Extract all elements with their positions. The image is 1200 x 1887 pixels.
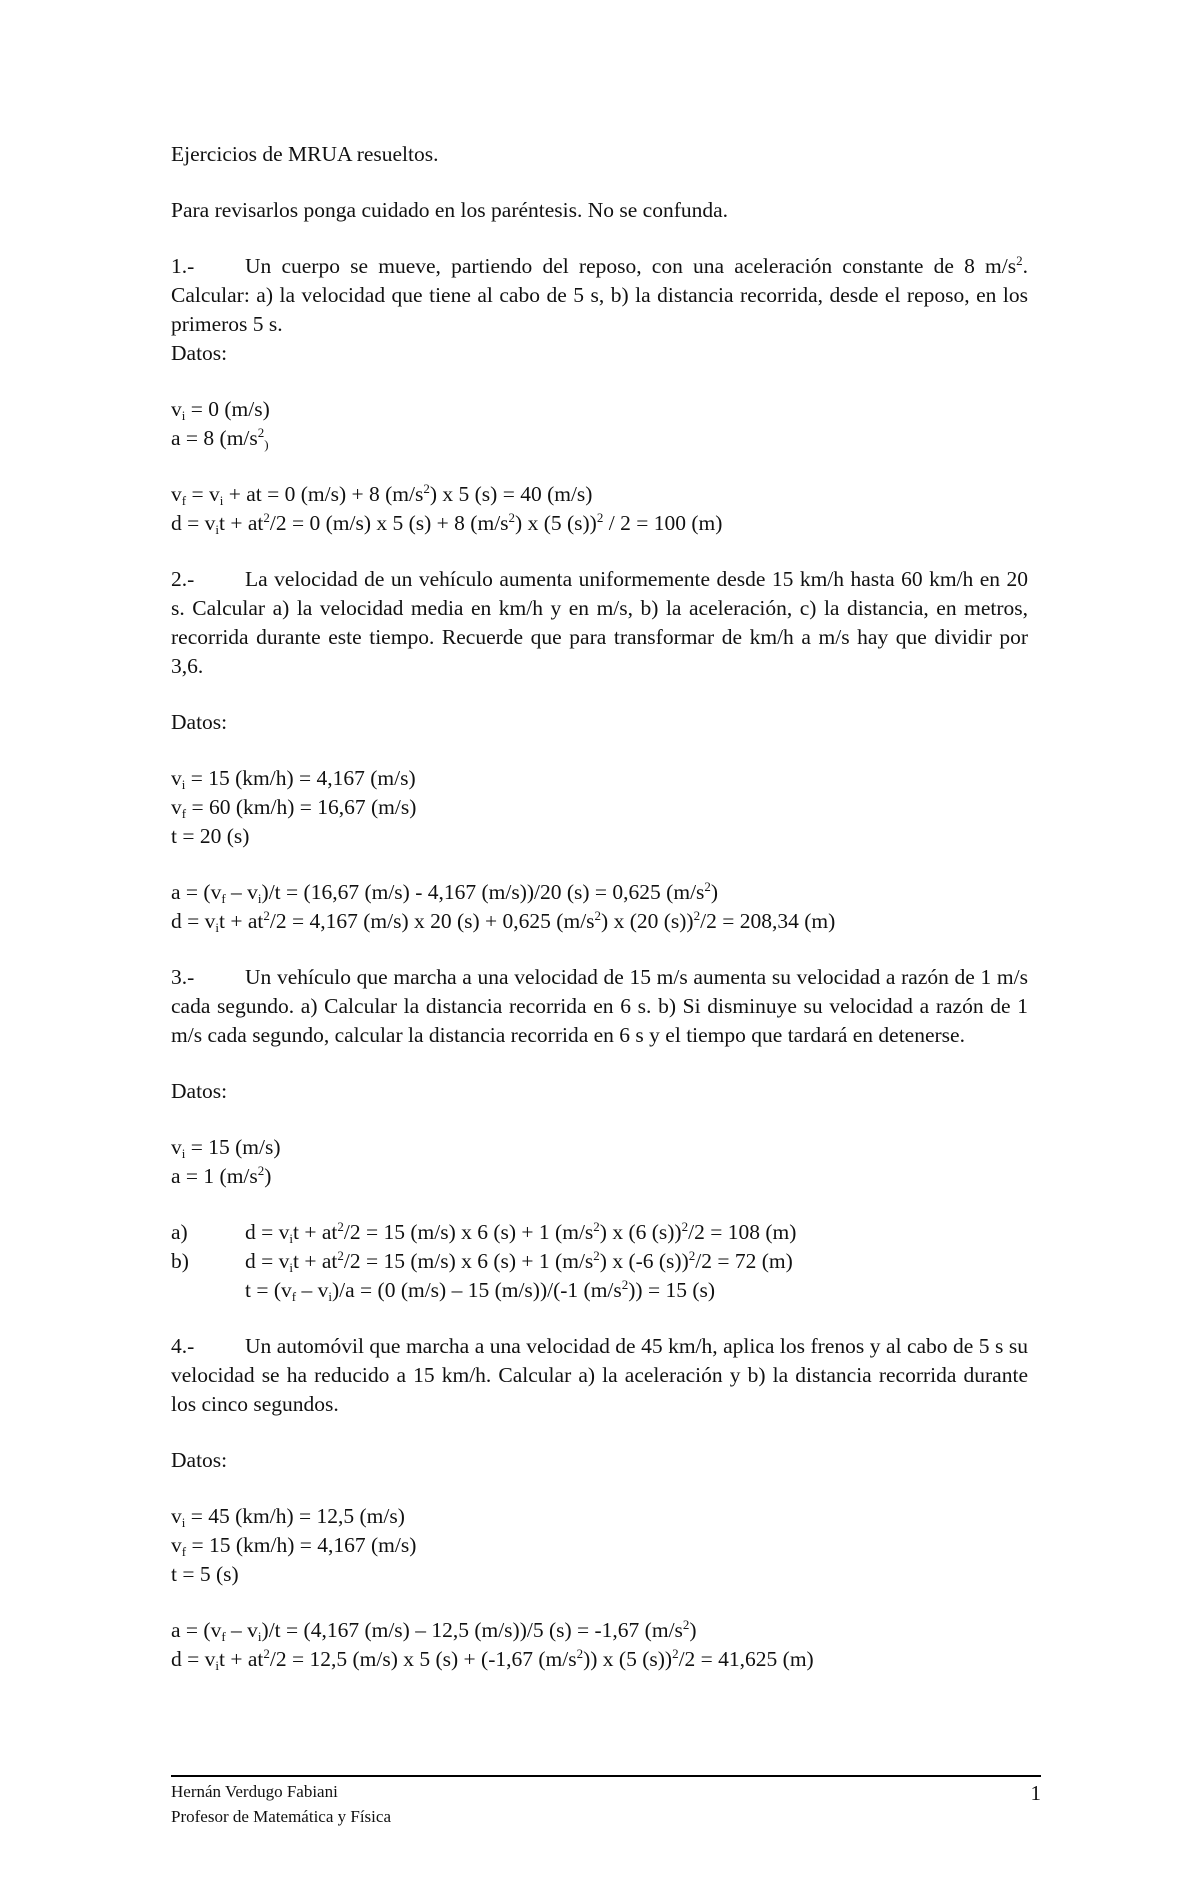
exercise-1-statement: 1.- Un cuerpo se mueve, partiendo del reposo, con una aceleración constante de 8 $m/s^2$. Calcular: a) la velocidad que tiene al cabo de 5 s, b) la distancia recorrida, desde el reposo, en los primeros 5 s. [171, 253, 1028, 336]
exercise-4-a-formula: $a = (v_f - v_i)/t = (4,167$ (m/s) – 12,5 (m/s))/5 (s) = -1,67 $(m/s^2)$ [171, 1617, 697, 1644]
exercise-2-number: 2.- [171, 567, 195, 591]
footer-role: Profesor de Matemática y Física [171, 1807, 391, 1826]
footer-divider [171, 1775, 1041, 1777]
exercise-4-number: 4.- [171, 1334, 195, 1358]
page-footer [171, 1779, 1041, 1829]
exercise-4-vf: $v_f = 15$ (km/h) = 4,167 (m/s) [171, 1533, 417, 1559]
exercise-1-a: a = 8 ($m/s^2_)$ [171, 425, 269, 452]
exercise-2-vi: $v_i = 15$ (km/h) = 4,167 (m/s) [171, 766, 416, 792]
document-title: Ejercicios de MRUA resueltos. [171, 142, 439, 166]
exercise-4-t: t = 5 (s) [171, 1562, 239, 1586]
datos-label: Datos: [171, 1448, 228, 1472]
exercise-3-answer-b: b) $d = v_it + at^2/2 = 15$ (m/s) x 6 (s) + 1 $(m/s^2)$ x (-6 (s))$^2$/2 = 72 (m) [171, 1248, 793, 1275]
exercise-2-vf: $v_f = 60$ (km/h) = 16,67 (m/s) [171, 795, 417, 821]
datos-label: Datos: [171, 341, 228, 365]
exercise-3-answer-a: a) $d = v_it + at^2/2 = 15$ (m/s) x 6 (s) + 1 $(m/s^2)$ x (6 (s))$^2$/2 = 108 (m) [171, 1219, 797, 1246]
intro-text: Para revisarlos ponga cuidado en los paréntesis. No se confunda. [171, 198, 729, 222]
page-number: 1 [1030, 1781, 1041, 1805]
datos-label: Datos: [171, 710, 228, 734]
exercise-4-d-formula: $d = v_it + at^2/2 = 12,5$ (m/s) x 5 (s) + (-1,67 $(m/s^2)$) x (5 (s))$^2$/2 = 41,625 (m) [171, 1646, 814, 1673]
exercise-1-vf-formula: $v_f = v_i$ + at = 0 (m/s) + 8 $(m/s^2)$ x 5 (s) = 40 (m/s) [171, 481, 593, 508]
exercise-1-number: 1.- [171, 254, 195, 278]
exercise-4-statement: 4.- Un automóvil que marcha a una velocidad de 45 km/h, aplica los frenos y al cabo de 5 s su velocidad se ha reducido a 15 km/h. Calcular a) la aceleración y b) la distancia recorrida durante los cinco segundos. [171, 1334, 1028, 1416]
exercise-3-number: 3.- [171, 965, 195, 989]
exercise-1-vi: $v_i = 0$ (m/s) [171, 397, 270, 423]
footer-author: Hernán Verdugo Fabiani [171, 1782, 338, 1801]
exercise-2-d-formula: $d = v_it + at^2/2 = 4,167$ (m/s) x 20 (s) + 0,625 $(m/s^2)$ x (20 (s))$^2$/2 = 208,34 (m) [171, 908, 836, 935]
exercise-2-t: t = 20 (s) [171, 824, 250, 848]
document-body [171, 140, 1028, 1674]
datos-label: Datos: [171, 1079, 228, 1103]
exercise-2-statement: 2.- La velocidad de un vehículo aumenta uniformemente desde 15 km/h hasta 60 km/h en 20 s. Calcular a) la velocidad media en km/h y en m/s, b) la aceleración, c) la distancia, en metros, recorrida durante este tiempo. Recuerde que para transformar de km/h a m/s hay que dividir por 3,6. [171, 567, 1028, 678]
exercise-4-vi: $v_i = 45$ (km/h) = 12,5 (m/s) [171, 1504, 405, 1530]
exercise-3-vi: $v_i = 15$ (m/s) [171, 1135, 281, 1161]
exercise-3-answer-time: $t = (v_f - v_i)/a = (0$ (m/s) – 15 (m/s))/(-1 $(m/s^2)) = 15$ (s) [245, 1277, 716, 1304]
exercise-3-a: a = 1 $(m/s^2)$ [171, 1163, 272, 1188]
exercise-2-a-formula: $a = (v_f - v_i)/t = (16,67$ (m/s) - 4,167 (m/s))/20 (s) = 0,625 $(m/s^2)$ [171, 879, 719, 906]
exercise-3-statement: 3.- Un vehículo que marcha a una velocidad de 15 m/s aumenta su velocidad a razón de 1 m/s cada segundo. a) Calcular la distancia recorrida en 6 s. b) Si disminuye su velocidad a razón de 1 m/s cada segundo, calcular la distancia recorrida en 6 s y el tiempo que tardará en detenerse. [171, 965, 1028, 1047]
exercise-1-d-formula: $d = v_it + at^2/2 = 0$ (m/s) x 5 (s) + 8 $(m/s^2)$ x (5 (s))$^2$ / 2 = 100 (m) [171, 510, 723, 537]
